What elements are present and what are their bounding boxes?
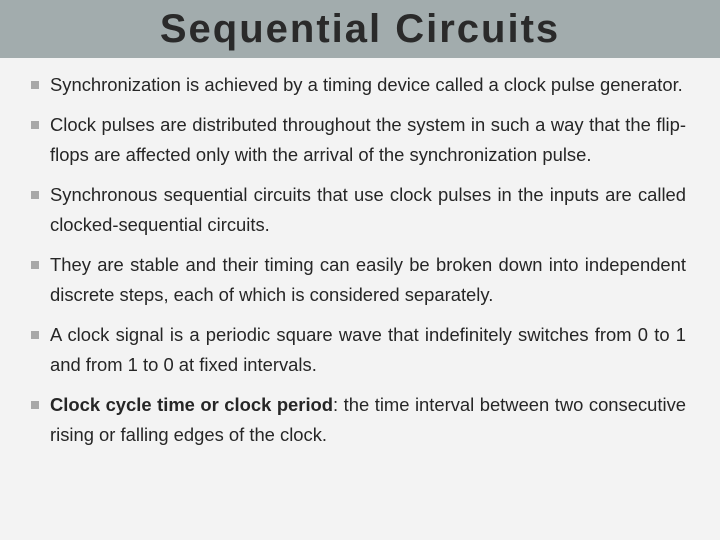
bullet-item [30, 70, 686, 100]
square-bullet-icon [31, 261, 39, 269]
bullet-item [30, 320, 686, 380]
bullet-term: Clock cycle time or clock period [50, 394, 334, 415]
bullet-item [30, 180, 686, 240]
bullet-text: Synchronous sequential circuits that use clock pulses in the inputs are called clocked-sequential circuits. [50, 184, 686, 235]
bullet-list [30, 70, 686, 460]
bullet-text: Clock pulses are distributed throughout the system in such a way that the flip-flops are affected only with the arrival of the synchronization pulse. [50, 114, 686, 165]
bullet-text: They are stable and their timing can easily be broken down into independent discrete steps, each of which is considered separately. [50, 254, 686, 305]
bullet-item [30, 110, 686, 170]
bullet-text: A clock signal is a periodic square wave that indefinitely switches from 0 to 1 and from 1 to 0 at fixed intervals. [50, 324, 686, 375]
title-bar [0, 0, 720, 58]
bullet-item [30, 390, 686, 450]
square-bullet-icon [31, 121, 39, 129]
square-bullet-icon [31, 81, 39, 89]
bullet-item [30, 250, 686, 310]
square-bullet-icon [31, 401, 39, 409]
bullet-text: : the time interval between two consecutive rising or falling edges of the clock. [50, 394, 686, 445]
square-bullet-icon [31, 191, 39, 199]
slide-title: Sequential Circuits [159, 7, 561, 51]
square-bullet-icon [31, 331, 39, 339]
bullet-text: Synchronization is achieved by a timing device called a clock pulse generator. [50, 74, 683, 95]
